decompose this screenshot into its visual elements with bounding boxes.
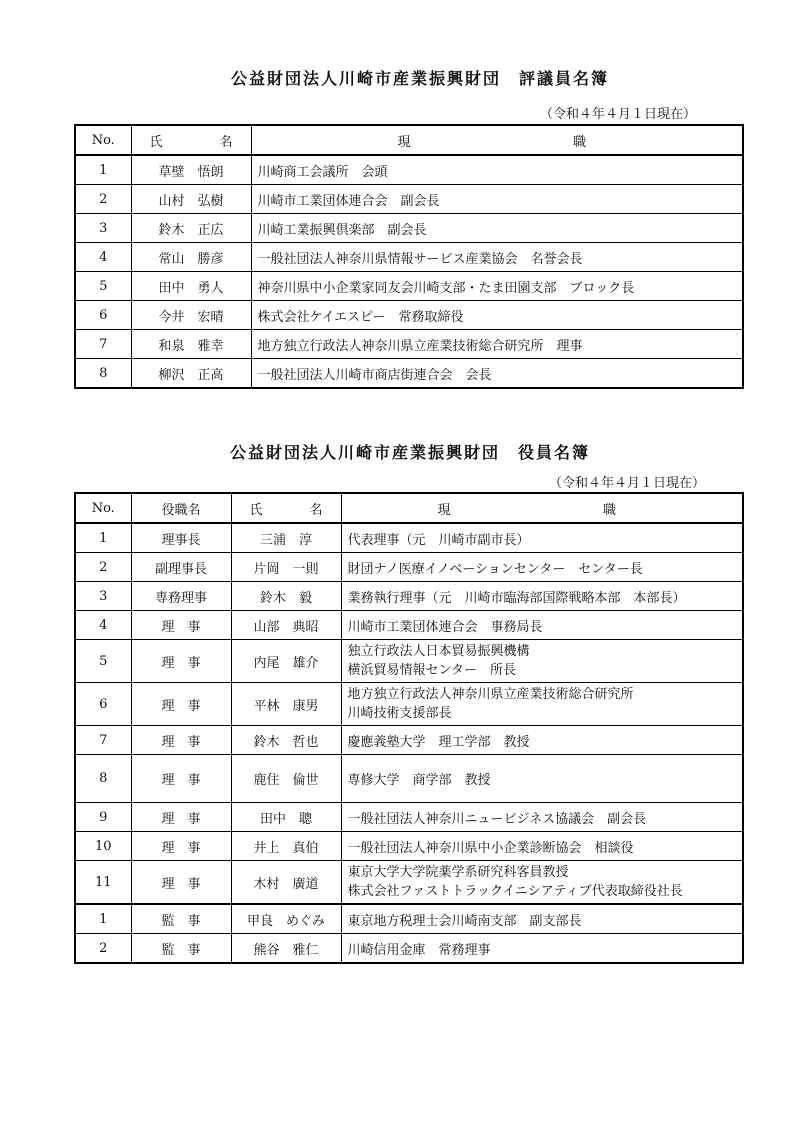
row-name: 山村 弘樹: [131, 185, 251, 214]
position-b: 事: [187, 773, 201, 788]
header-name-a: 氏: [149, 134, 163, 150]
row-position: 理事長: [131, 523, 231, 553]
row-no: 2: [75, 553, 131, 582]
row-job: 川崎市工業団体連合会 事務局長: [341, 611, 743, 640]
position-b: 事: [187, 811, 201, 827]
table-row: [75, 755, 743, 803]
position-a: 理: [161, 840, 175, 856]
row-name: 今井 宏晴: [131, 301, 251, 330]
table-row: [75, 640, 743, 683]
row-no: 8: [75, 359, 131, 389]
row-name: 鈴木 正広: [131, 214, 251, 243]
row-no: 11: [75, 861, 131, 905]
row-name: 田中 聰: [231, 803, 341, 832]
table-row: [75, 553, 743, 582]
table-row: [75, 934, 743, 964]
row-no: 8: [75, 755, 131, 803]
header-job-b: 職: [602, 502, 616, 518]
row-no: 2: [75, 934, 131, 964]
row-position: [131, 683, 231, 726]
row-job: 地方独立行政法人神奈川県立産業技術総合研究所 理事: [251, 330, 743, 359]
table-row: [75, 904, 743, 934]
header-job: [341, 493, 743, 523]
position-a: 理: [161, 811, 175, 827]
row-job: 一般社団法人神奈川ニュービジネス協議会 副会長: [341, 803, 743, 832]
row-position: [131, 803, 231, 832]
row-position: [131, 755, 231, 803]
row-name: 鹿住 倫世: [231, 755, 341, 803]
row-no: 10: [75, 832, 131, 861]
row-name: 田中 勇人: [131, 272, 251, 301]
header-job-a: 現: [397, 134, 411, 150]
council-date: （令和４年４月１日現在）: [540, 107, 697, 122]
table-row: [75, 726, 743, 755]
row-no: 1: [75, 155, 131, 185]
row-no: 6: [75, 301, 131, 330]
row-job: 川崎市工業団体連合会 副会長: [251, 185, 743, 214]
position-a: 監: [161, 942, 175, 958]
row-position: [131, 832, 231, 861]
row-no: 6: [75, 683, 131, 726]
table-row: [75, 272, 743, 301]
officers-title: 公益財団法人川崎市産業振興財団 役員名簿: [229, 443, 590, 462]
table-row: [75, 155, 743, 185]
table-row: [75, 683, 743, 726]
row-job-line2: 株式会社ファストトラックイニシアティブ代表取締役社長: [347, 884, 683, 899]
position-a: 理: [161, 734, 175, 750]
row-no: 1: [75, 904, 131, 934]
table-row: [75, 611, 743, 640]
header-name-b: 名: [309, 502, 323, 518]
row-job: 慶應義塾大学 理工学部 教授: [341, 726, 743, 755]
row-no: 1: [75, 523, 131, 553]
row-name: 片岡 一則: [231, 553, 341, 582]
row-no: 7: [75, 330, 131, 359]
row-name: 常山 勝彦: [131, 243, 251, 272]
row-name: 草壁 悟朗: [131, 155, 251, 185]
row-no: 2: [75, 185, 131, 214]
row-name: 内尾 雄介: [231, 640, 341, 683]
row-job-line1: 地方独立行政法人神奈川県立産業技術総合研究所: [347, 687, 634, 702]
table-row: [75, 832, 743, 861]
row-no: 3: [75, 582, 131, 611]
row-no: 9: [75, 803, 131, 832]
row-position: [131, 934, 231, 964]
row-name: 山部 典昭: [231, 611, 341, 640]
position-b: 事: [187, 840, 201, 856]
position-b: 事: [187, 619, 201, 635]
table-row: [75, 214, 743, 243]
officers-table: [74, 492, 744, 964]
row-position: 副理事長: [131, 553, 231, 582]
row-job: [341, 861, 743, 905]
row-job: 業務執行理事（元 川崎市臨海部国際戦略本部 本部長）: [341, 582, 743, 611]
row-job: 一般社団法人川崎市商店街連合会 会長: [251, 359, 743, 389]
row-job: 川崎商工会議所 会頭: [251, 155, 743, 185]
header-name-a: 氏: [249, 502, 263, 518]
row-job: [341, 683, 743, 726]
row-name: 甲良 めぐみ: [231, 904, 341, 934]
row-name: 平林 康男: [231, 683, 341, 726]
row-name: 鈴木 哲也: [231, 726, 341, 755]
header-position: 役職名: [131, 493, 231, 523]
officers-date: （令和４年４月１日現在）: [549, 476, 706, 491]
row-no: 5: [75, 272, 131, 301]
row-job: 東京地方税理士会川崎南支部 副支部長: [341, 904, 743, 934]
row-job: 川崎信用金庫 常務理事: [341, 934, 743, 964]
position-a: 理: [161, 876, 175, 892]
council-header-row: [75, 125, 743, 155]
table-row: [75, 185, 743, 214]
position-b: 事: [187, 942, 201, 958]
row-position: [131, 726, 231, 755]
council-table: [74, 124, 744, 389]
position-b: 事: [187, 876, 201, 892]
row-job: 株式会社ケイエスピー 常務取締役: [251, 301, 743, 330]
row-no: 7: [75, 726, 131, 755]
position-a: 理: [161, 619, 175, 635]
officers-header-row: [75, 493, 743, 523]
row-job: 代表理事（元 川崎市副市長）: [341, 523, 743, 553]
table-row: [75, 359, 743, 389]
header-no: No.: [75, 125, 131, 155]
row-no: 4: [75, 611, 131, 640]
row-job-line2: 横浜貿易情報センター 所長: [347, 663, 516, 678]
header-job-b: 職: [572, 134, 586, 150]
table-row: [75, 243, 743, 272]
position-a: 理: [161, 698, 175, 714]
row-position: [131, 611, 231, 640]
row-no: 4: [75, 243, 131, 272]
position-a: 理: [161, 655, 175, 671]
header-name: [131, 125, 251, 155]
header-no: No.: [75, 493, 131, 523]
position-a: 理: [161, 773, 175, 788]
row-name: 熊谷 雅仁: [231, 934, 341, 964]
table-row: [75, 861, 743, 905]
row-name: 木村 廣道: [231, 861, 341, 905]
table-row: [75, 301, 743, 330]
row-job: [341, 640, 743, 683]
row-job: 神奈川県中小企業家同友会川崎支部・たま田園支部 ブロック長: [251, 272, 743, 301]
header-job-a: 現: [437, 502, 451, 518]
row-position: [131, 861, 231, 905]
header-job: [251, 125, 743, 155]
row-job: 川崎工業振興倶楽部 副会長: [251, 214, 743, 243]
row-name: 井上 真伯: [231, 832, 341, 861]
row-position: [131, 640, 231, 683]
table-row: [75, 330, 743, 359]
row-position: 専務理事: [131, 582, 231, 611]
row-position: [131, 904, 231, 934]
header-name-b: 名: [219, 134, 233, 150]
table-row: [75, 582, 743, 611]
row-name: 柳沢 正高: [131, 359, 251, 389]
row-no: 5: [75, 640, 131, 683]
row-job: 専修大学 商学部 教授: [341, 755, 743, 803]
row-job-line1: 東京大学大学院薬学系研究科客員教授: [347, 865, 569, 880]
row-job: 財団ナノ医療イノベーションセンター センター長: [341, 553, 743, 582]
row-job-line2: 川崎技術支援部長: [347, 706, 452, 721]
header-name: [231, 493, 341, 523]
position-b: 事: [187, 734, 201, 750]
row-job-line1: 独立行政法人日本貿易振興機構: [347, 644, 530, 659]
position-b: 事: [187, 655, 201, 671]
row-no: 3: [75, 214, 131, 243]
position-a: 監: [161, 913, 175, 929]
row-job: 一般社団法人神奈川県中小企業診断協会 相談役: [341, 832, 743, 861]
table-row: [75, 523, 743, 553]
row-job: 一般社団法人神奈川県情報サービス産業協会 名誉会長: [251, 243, 743, 272]
position-b: 事: [187, 698, 201, 714]
row-name: 三浦 淳: [231, 523, 341, 553]
table-row: [75, 803, 743, 832]
position-b: 事: [187, 913, 201, 929]
row-name: 鈴木 毅: [231, 582, 341, 611]
council-title: 公益財団法人川崎市産業振興財団 評議員名簿: [230, 69, 609, 88]
row-name: 和泉 雅幸: [131, 330, 251, 359]
